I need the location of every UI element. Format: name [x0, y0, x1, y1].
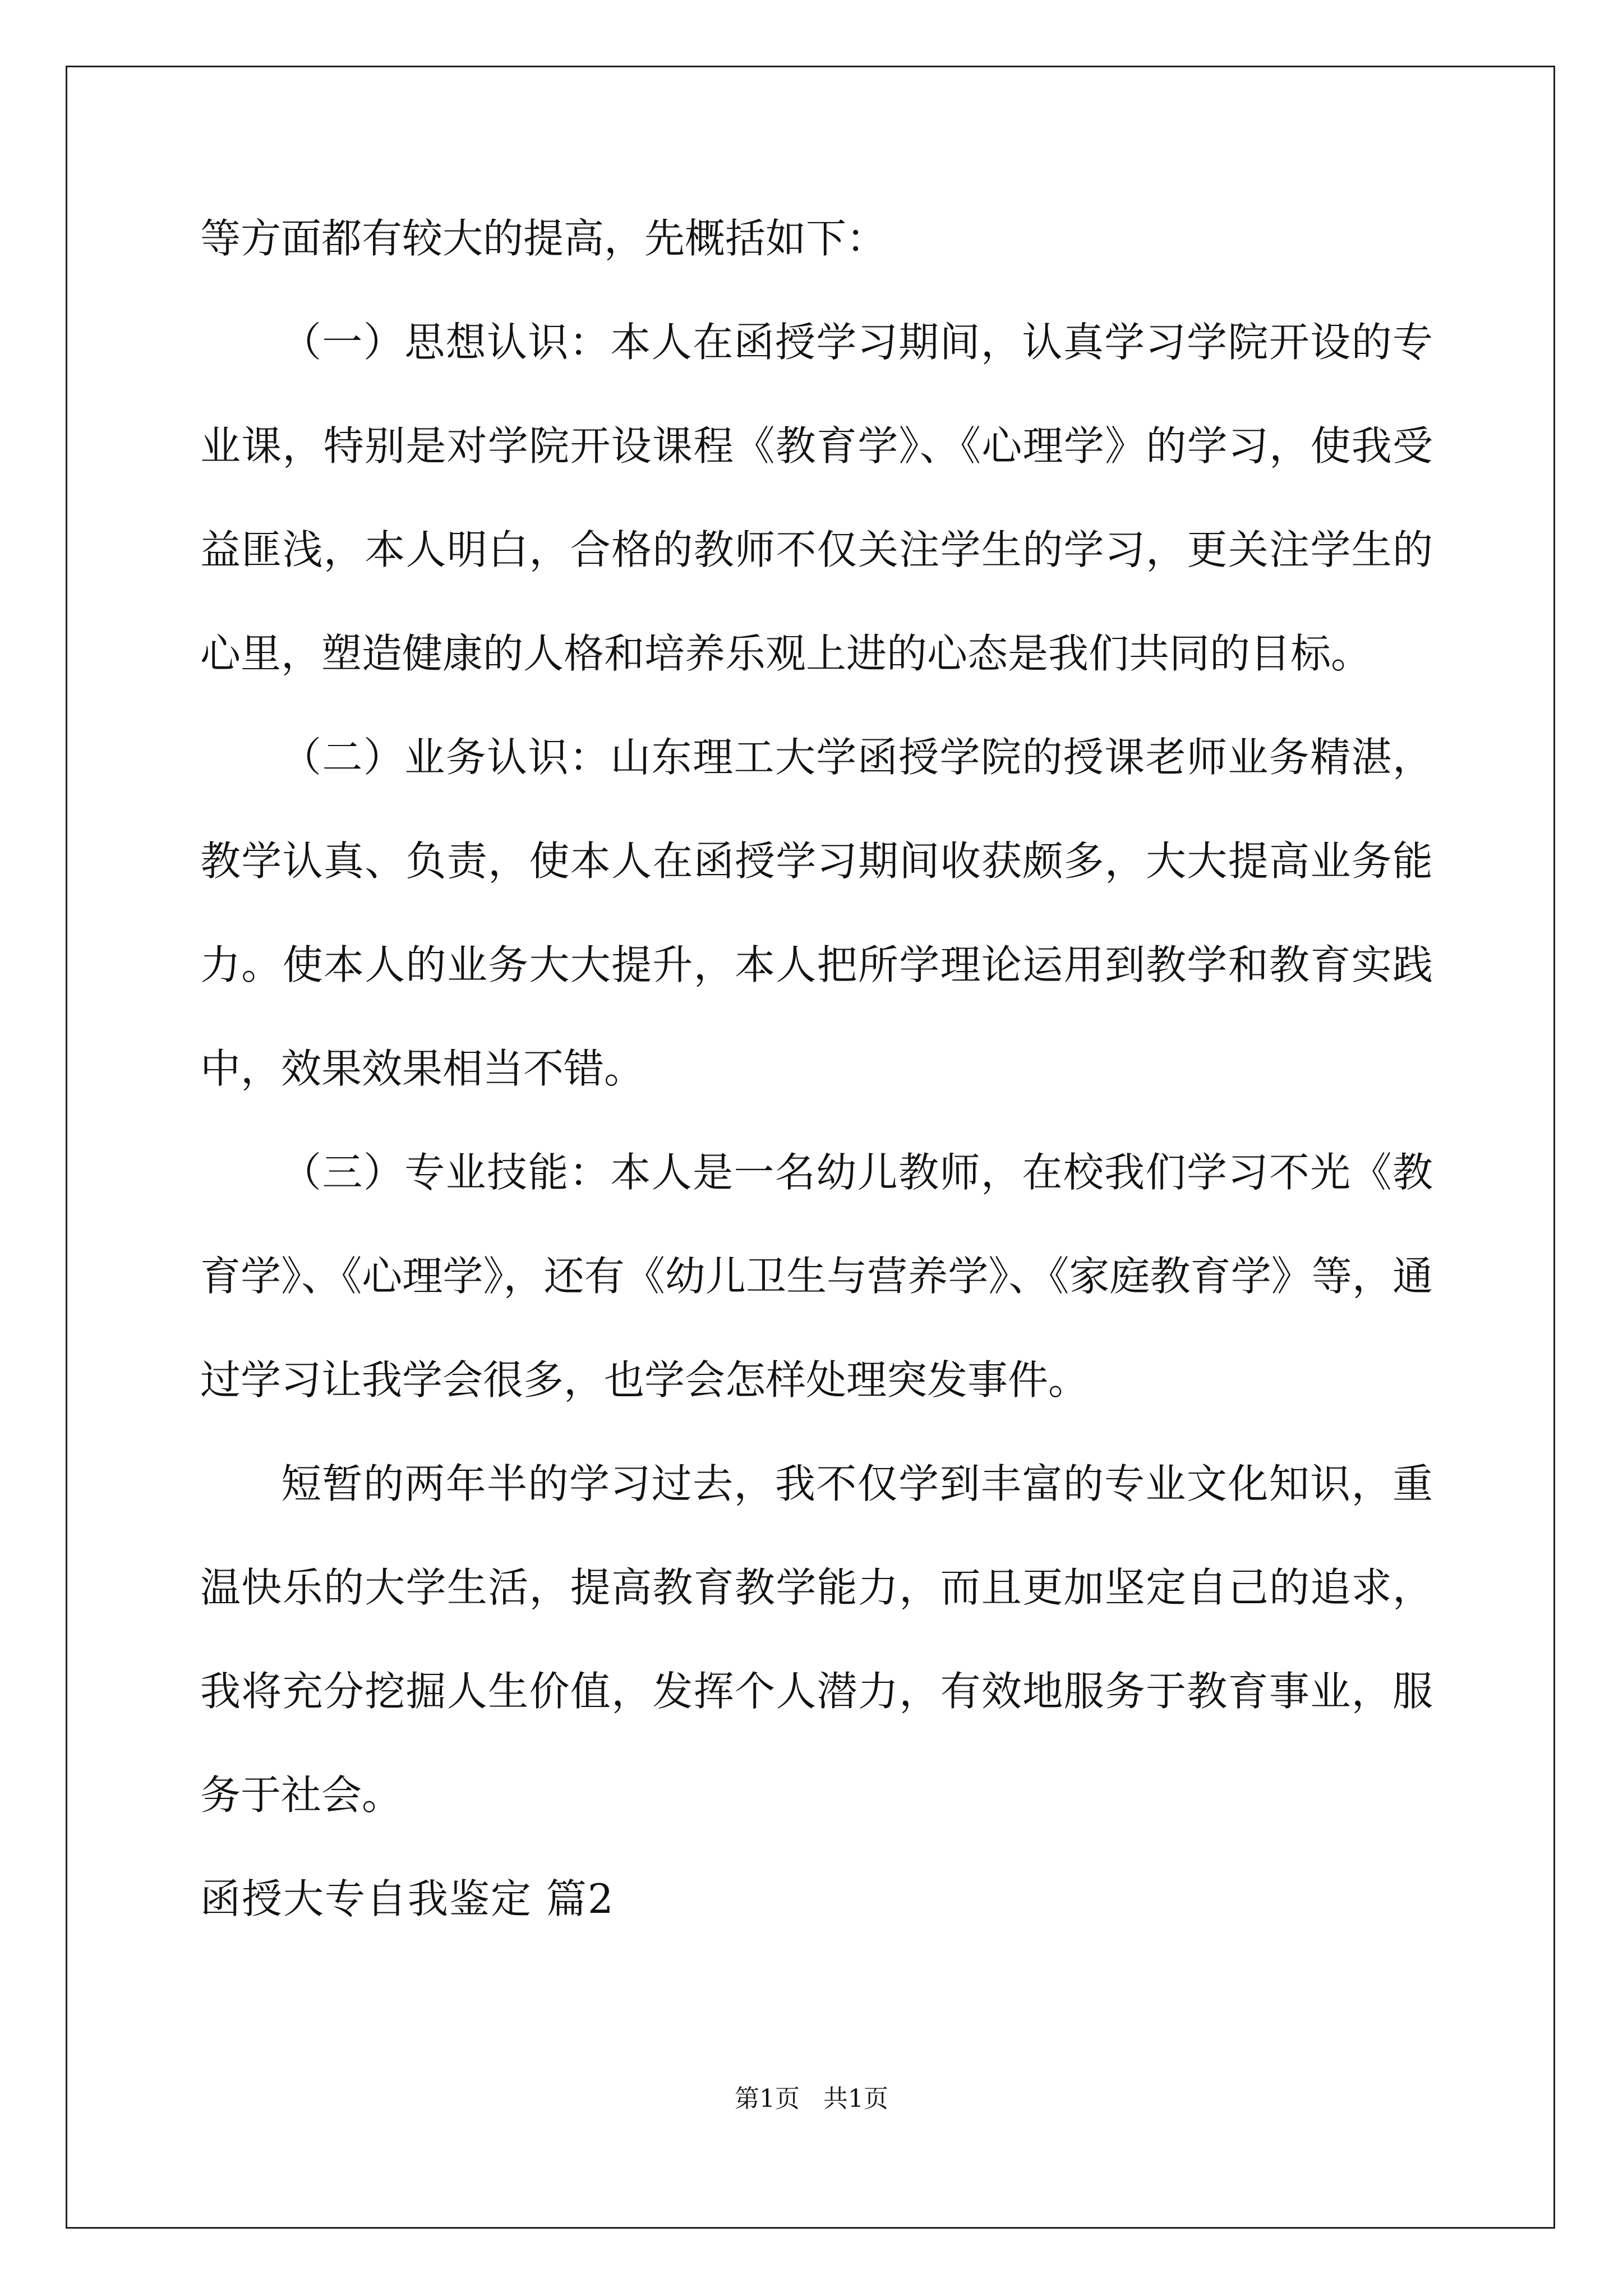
paragraph-first-line: （二）业务认识：山东理工大学函授学院的授课老师业务精湛，	[281, 734, 1433, 781]
section-heading: 函授大专自我鉴定 篇2	[200, 1875, 615, 1922]
text-line: 中，效果效果相当不错。	[200, 1045, 645, 1092]
text-line: 等方面都有较大的提高，先概括如下：	[200, 215, 887, 262]
text-line: 益匪浅，本人明白，合格的教师不仅关注学生的学习，更关注学生的	[200, 526, 1433, 573]
text-line: 力。使本人的业务大大提升，本人把所学理论运用到教学和教育实践	[200, 941, 1433, 988]
paragraph-first-line: （三）专业技能：本人是一名幼儿教师，在校我们学习不光《教	[281, 1149, 1433, 1196]
paragraph-first-line: （一）思想认识：本人在函授学习期间，认真学习学院开设的专	[281, 319, 1433, 366]
text-line: 我将充分挖掘人生价值，发挥个人潜力，有效地服务于教育事业，服	[200, 1668, 1433, 1715]
text-line: 教学认真、负责，使本人在函授学习期间收获颇多，大大提高业务能	[200, 838, 1433, 885]
paragraph-first-line: 短暂的两年半的学习过去，我不仅学到丰富的专业文化知识，重	[281, 1460, 1433, 1507]
text-line: 温快乐的大学生活，提高教育教学能力，而且更加坚定自己的追求，	[200, 1564, 1433, 1611]
text-line: 育学》、《心理学》，还有《幼儿卫生与营养学》、《家庭教育学》等，通	[200, 1253, 1433, 1300]
text-line: 务于社会。	[200, 1772, 403, 1819]
text-line: 心里，塑造健康的人格和培养乐观上进的心态是我们共同的目标。	[200, 630, 1372, 677]
text-line: 业课，特别是对学院开设课程《教育学》、《心理学》的学习，使我受	[200, 422, 1433, 470]
page-footer: 第1页 共1页	[735, 2085, 888, 2113]
text-line: 过学习让我学会很多，也学会怎样处理突发事件。	[200, 1356, 1089, 1404]
